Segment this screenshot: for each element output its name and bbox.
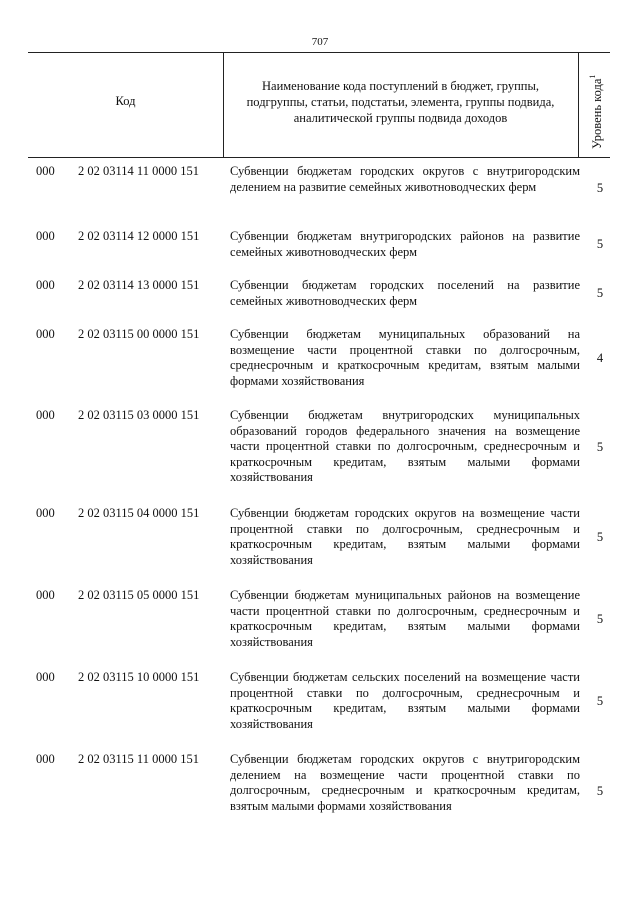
- income-description: Субвенции бюджетам городских округов с внутригородским делением на развитие семейных животноводческих ферм: [230, 164, 580, 194]
- income-description: Субвенции бюджетам муниципальных образований на возмещение части процентной ставки по долгосрочным, среднесрочным и краткосрочным кредитам, взятым малыми формами хозяйствования: [230, 327, 580, 388]
- header-level-label: Уровень кода: [590, 78, 604, 149]
- income-description: Субвенции бюджетам сельских поселений на возмещение части процентной ставки по долгосрочным, среднесрочным и краткосрочным кредитам, взятым малыми формами хозяйствования: [230, 670, 580, 731]
- admin-code: 000: [36, 229, 55, 243]
- income-code: 2 02 03115 10 0000 151: [78, 670, 200, 684]
- admin-code: 000: [36, 588, 55, 602]
- header-divider: [578, 53, 579, 157]
- header-divider: [223, 53, 224, 157]
- admin-code: 000: [36, 278, 55, 292]
- income-code: 2 02 03115 11 0000 151: [78, 752, 199, 766]
- income-description: Субвенции бюджетам городских поселений на развитие семейных животноводческих ферм: [230, 278, 580, 308]
- admin-code: 000: [36, 408, 55, 422]
- admin-code: 000: [36, 752, 55, 766]
- code-level: 5: [596, 237, 604, 251]
- income-code: 2 02 03114 13 0000 151: [78, 278, 200, 292]
- code-level: 4: [596, 351, 604, 365]
- admin-code: 000: [36, 327, 55, 341]
- income-code: 2 02 03115 03 0000 151: [78, 408, 200, 422]
- code-level: 5: [596, 612, 604, 626]
- code-level: 5: [596, 530, 604, 544]
- income-code: 2 02 03115 04 0000 151: [78, 506, 200, 520]
- income-description: Субвенции бюджетам муниципальных районов на возмещение части процентной ставки по долгосрочным, среднесрочным и краткосрочным кредитам, взятым малыми формами хозяйствования: [230, 588, 580, 649]
- income-code: 2 02 03114 11 0000 151: [78, 164, 199, 178]
- table-header: [28, 52, 610, 158]
- income-description: Субвенции бюджетам городских округов с внутригородским делением на возмещение части процентной ставки по долгосрочным, среднесрочным и краткосрочным кредитам, взятым малыми формами хозяйствования: [230, 752, 580, 813]
- header-level: [588, 75, 605, 149]
- income-code: 2 02 03115 00 0000 151: [78, 327, 200, 341]
- income-code: 2 02 03114 12 0000 151: [78, 229, 200, 243]
- header-code: Код: [115, 94, 136, 108]
- income-code: 2 02 03115 05 0000 151: [78, 588, 200, 602]
- page-number: 707: [311, 36, 329, 48]
- income-description: Субвенции бюджетам внутригородских районов на развитие семейных животноводческих ферм: [230, 229, 580, 259]
- code-level: 5: [596, 694, 604, 708]
- code-level: 5: [596, 784, 604, 798]
- code-level: 5: [596, 181, 604, 195]
- admin-code: 000: [36, 164, 55, 178]
- admin-code: 000: [36, 670, 55, 684]
- income-description: Субвенции бюджетам городских округов на возмещение части процентной ставки по долгосрочным, среднесрочным и краткосрочным кредитам, взятым малыми формами хозяйствования: [230, 506, 580, 567]
- admin-code: 000: [36, 506, 55, 520]
- code-level: 5: [596, 286, 604, 300]
- header-name: Наименование кода поступлений в бюджет, группы, подгруппы, статьи, подстатьи, элемента, группы подвида, аналитической группы подвида доходов: [246, 79, 555, 125]
- header-level-footnote: 1: [588, 74, 597, 79]
- income-description: Субвенции бюджетам внутригородских муниципальных образований городов федерального значения на возмещение части процентной ставки по долгосрочным, среднесрочным и краткосрочным кредитам, взятым малыми формами хозяйствования: [230, 408, 580, 485]
- code-level: 5: [596, 440, 604, 454]
